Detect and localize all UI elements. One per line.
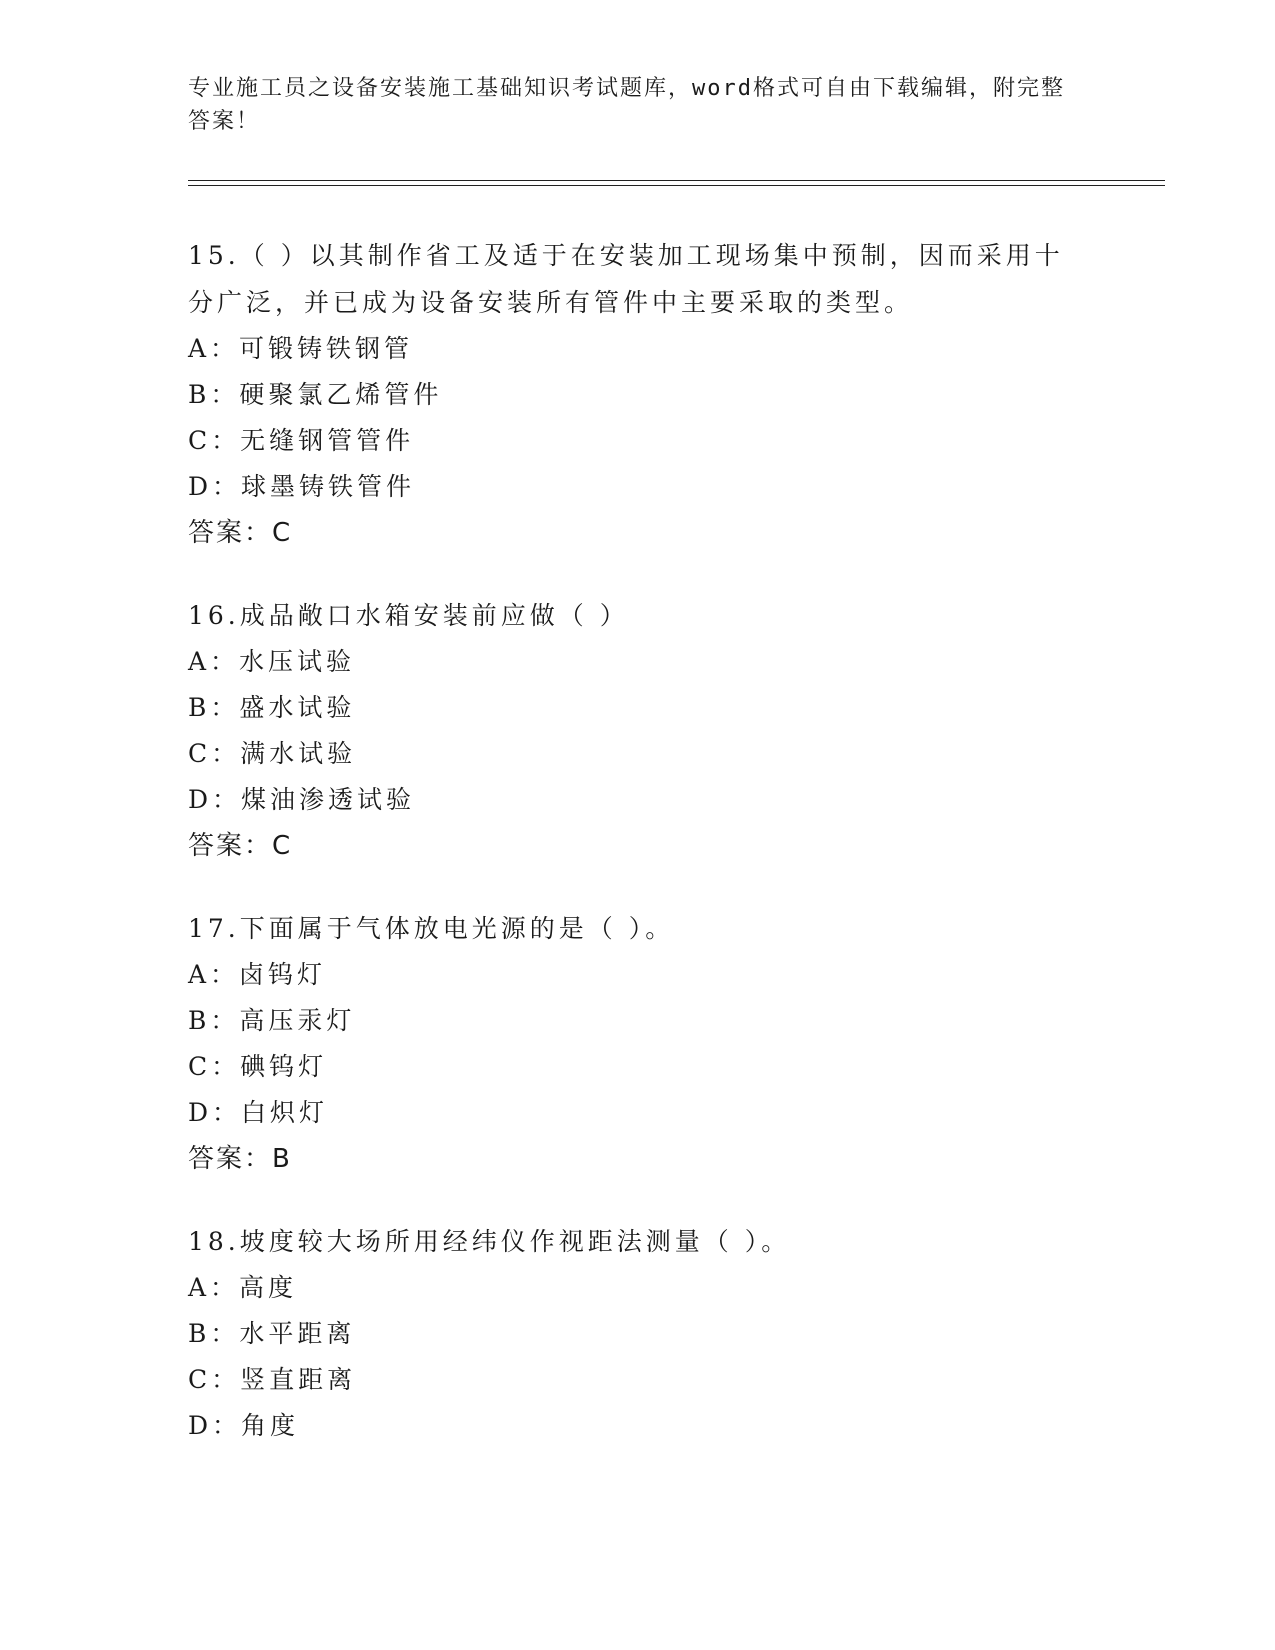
- option-a: A：高度: [188, 1273, 298, 1302]
- option-b: B：高压汞灯: [188, 1006, 356, 1035]
- question-stem: 15.（ ）以其制作省工及适于在安装加工现场集中预制，因而采用十分广泛，并已成为设备安装所有管件中主要采取的类型。: [188, 241, 1064, 317]
- option-c: C：无缝钢管管件: [188, 426, 415, 455]
- question-list: [188, 232, 1088, 1485]
- document-header: 专业施工员之设备安装施工基础知识考试题库，word格式可自由下载编辑，附完整答案！: [188, 76, 1065, 134]
- option-b: B：硬聚氯乙烯管件: [188, 380, 443, 409]
- option-c: C：满水试验: [188, 739, 357, 768]
- answer-line: 答案：C: [188, 831, 293, 861]
- answer-line: 答案：B: [188, 1144, 292, 1174]
- question-16: [188, 592, 1088, 869]
- option-d: D：球墨铸铁管件: [188, 472, 416, 501]
- question-18: [188, 1218, 1088, 1449]
- header-divider-bottom: [188, 185, 1165, 186]
- option-d: D：煤油渗透试验: [188, 785, 416, 814]
- option-d: D：角度: [188, 1411, 300, 1440]
- answer-line: 答案：C: [188, 518, 293, 548]
- question-stem: 16.成品敞口水箱安装前应做（ ）: [188, 601, 629, 630]
- question-17: [188, 905, 1088, 1182]
- option-b: B：盛水试验: [188, 693, 356, 722]
- question-15: [188, 232, 1088, 556]
- question-stem: 17.下面属于气体放电光源的是（ ）。: [188, 914, 675, 943]
- option-a: A：可锻铸铁钢管: [188, 334, 414, 363]
- option-c: C：碘钨灯: [188, 1052, 328, 1081]
- option-a: A：水压试验: [188, 647, 356, 676]
- option-d: D：白炽灯: [188, 1098, 329, 1127]
- option-c: C：竖直距离: [188, 1365, 357, 1394]
- option-b: B：水平距离: [188, 1319, 356, 1348]
- question-stem: 18.坡度较大场所用经纬仪作视距法测量（ ）。: [188, 1227, 791, 1256]
- header-divider-top: [188, 180, 1165, 181]
- option-a: A：卤钨灯: [188, 960, 327, 989]
